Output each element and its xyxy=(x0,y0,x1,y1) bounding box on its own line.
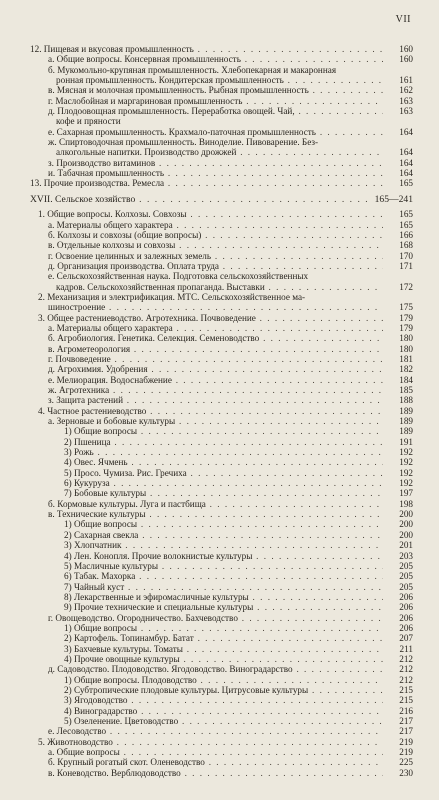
toc-row xyxy=(30,406,413,416)
toc-entry-title: в. Отдельные колхозы и совхозы . . . xyxy=(48,240,383,250)
toc-entry-title: ж. Агротехника . . . xyxy=(48,385,383,395)
toc-entry-title: 13. Прочие производства. Ремесла . . . xyxy=(30,178,383,188)
toc-entry-page: 200 xyxy=(399,519,413,530)
toc-entry-page: 163 xyxy=(399,106,413,117)
toc-entry-page: 206 xyxy=(399,602,413,613)
toc-row xyxy=(30,220,413,230)
toc-row xyxy=(30,85,413,95)
toc-entry-page: 230 xyxy=(399,767,413,778)
toc-entry-title: 6) Кукуруза . . . xyxy=(64,478,383,488)
toc-entry-title: 3) Хлопчатник . . . xyxy=(64,540,383,550)
section-heading-row xyxy=(30,195,413,205)
toc-entry-title: в. Мясная и молочная промышленность. Рыбная промышленность . . . xyxy=(48,85,383,95)
toc-entry-title: 2) Сахарная свекла . . . xyxy=(64,530,383,540)
toc-entry-title: д. Плодоовощная промышленность. Переработка овощей. Чай, . . . xyxy=(48,106,383,116)
toc-entry-title: кофе и пряности xyxy=(56,116,121,127)
toc-row xyxy=(30,654,413,664)
toc-entry-title: б. Мукомольно-крупяная промышленность. Хлебопекарная и макаронная xyxy=(48,64,337,75)
toc-row xyxy=(30,323,413,333)
toc-entry-title: в. Технические культуры . . . xyxy=(48,509,383,519)
toc-entry-page: 182 xyxy=(399,364,413,375)
toc-entry-title: 2) Картофель. Топинамбур. Батат . . . xyxy=(64,633,383,643)
toc-entry-title: 3. Общее растениеводство. Агротехника. Почвоведение . . . xyxy=(38,313,383,323)
toc-entry-page: 215 xyxy=(399,695,413,706)
toc-row xyxy=(30,509,413,519)
toc-entry-page: 164 xyxy=(399,147,413,158)
toc-entry-title: 5) Масличные культуры . . . xyxy=(64,561,383,571)
toc-row xyxy=(30,137,413,147)
toc-row xyxy=(30,230,413,240)
toc-row xyxy=(30,685,413,695)
toc-row xyxy=(30,664,413,674)
toc-row xyxy=(30,519,413,529)
toc-row xyxy=(30,551,413,561)
toc-entry-title: 1) Общие вопросы . . . xyxy=(64,519,383,529)
toc-entry-title: в. Коневодство. Верблюдоводство . . . xyxy=(48,768,383,778)
toc-entry-page: 189 xyxy=(399,426,413,437)
toc-row xyxy=(30,416,413,426)
toc-entry-page: 207 xyxy=(399,633,413,644)
toc-row xyxy=(30,282,413,292)
toc-entry-title: б. Кормовые культуры. Луга и пастбища . . . xyxy=(48,499,383,509)
toc-row xyxy=(30,675,413,685)
toc-row xyxy=(30,633,413,643)
toc-entry-page: 201 xyxy=(399,540,413,551)
toc-entry-page: 203 xyxy=(399,550,413,561)
toc-entry-title: б. Крупный рогатый скот. Оленеводство . . . xyxy=(48,757,383,767)
toc-entry-title: д. Садоводство. Плодоводство. Ягодоводство. Виноградарство . . . xyxy=(48,664,383,674)
toc-row xyxy=(30,354,413,364)
toc-row xyxy=(30,530,413,540)
toc-row xyxy=(30,457,413,467)
toc-entry-page: 164 xyxy=(399,168,413,179)
toc-entry-title: 9) Прочие технические и специальные культуры . . . xyxy=(64,602,383,612)
toc-row xyxy=(30,54,413,64)
toc-entry-title: XVII. Сельское хозяйство . . . xyxy=(30,195,371,205)
toc-entry-title: кадров. Сельскохозяйственная пропаганда. Выставки . . . xyxy=(56,282,383,292)
toc-entry-page: 205 xyxy=(399,581,413,592)
toc-entry-page: 215 xyxy=(399,684,413,695)
toc-entry-title: шиностроение . . . xyxy=(48,302,383,312)
toc-entry-page: 219 xyxy=(399,736,413,747)
toc-row xyxy=(30,302,413,312)
toc-entry-page: 184 xyxy=(399,374,413,385)
toc-row xyxy=(30,592,413,602)
toc-row xyxy=(30,426,413,436)
toc-entry-title: 3) Ягодоводство . . . xyxy=(64,695,383,705)
toc-entry-page: 163 xyxy=(399,95,413,106)
toc-entry-page: 206 xyxy=(399,612,413,623)
toc-entry-title: е. Лесоводство . . . xyxy=(48,726,383,736)
toc-entry-title: 1) Общие вопросы . . . xyxy=(64,426,383,436)
toc-row xyxy=(30,44,413,54)
toc-row xyxy=(30,344,413,354)
toc-entry-title: з. Защита растений . . . xyxy=(48,395,383,405)
toc-row xyxy=(30,147,413,157)
toc-entry-page: 216 xyxy=(399,705,413,716)
toc-entry-page: 189 xyxy=(399,416,413,427)
toc-row xyxy=(30,706,413,716)
toc-row xyxy=(30,623,413,633)
toc-row xyxy=(30,488,413,498)
toc-entry-page: 217 xyxy=(399,726,413,737)
toc-entry-page: 175 xyxy=(399,302,413,313)
toc-entry-page: 192 xyxy=(399,478,413,489)
toc-entry-page: 185 xyxy=(399,385,413,395)
toc-entry-title: 3) Рожь . . . xyxy=(64,447,383,457)
toc-row xyxy=(30,757,413,767)
toc-entry-title: 7) Чайный куст . . . xyxy=(64,582,383,592)
toc-entry-page: 165—241 xyxy=(374,193,413,205)
toc-entry-title: г. Овощеводство. Огородничество. Бахчеводство . . . xyxy=(48,613,383,623)
toc-entry-page: 165 xyxy=(399,219,413,230)
toc-entry-page: 200 xyxy=(399,509,413,520)
toc-entry-page: 179 xyxy=(399,322,413,333)
toc-entry-page: 200 xyxy=(399,529,413,540)
toc-row xyxy=(30,499,413,509)
toc-row xyxy=(30,313,413,323)
toc-entry-page: 217 xyxy=(399,716,413,726)
toc-entry-title: 4) Виноградарство . . . xyxy=(64,706,383,716)
toc-entry-title: 12. Пищевая и вкусовая промышленность . . . xyxy=(30,44,383,54)
toc-entry-page: 161 xyxy=(399,75,413,86)
toc-entry-page: 168 xyxy=(399,240,413,251)
toc-entry-page: 165 xyxy=(399,178,413,189)
toc-entry-title: е. Мелиорация. Водоснабжение . . . xyxy=(48,375,383,385)
toc-row xyxy=(30,96,413,106)
toc-entry-title: в. Агрометеорология . . . xyxy=(48,344,383,354)
toc-entry-title: д. Организация производства. Оплата труда . . . xyxy=(48,261,383,271)
toc-entry-title: 4) Прочие овощные культуры . . . xyxy=(64,654,383,664)
toc-entry-page: 164 xyxy=(399,157,413,168)
toc-row xyxy=(30,561,413,571)
toc-row xyxy=(30,240,413,250)
toc-row xyxy=(30,437,413,447)
toc-entry-page: 191 xyxy=(399,436,413,447)
toc-entry-page: 180 xyxy=(399,343,413,354)
toc-row xyxy=(30,271,413,281)
toc-entry-title: 1. Общие вопросы. Колхозы. Совхозы . . . xyxy=(38,209,383,219)
toc-entry-title: и. Табачная промышленность . . . xyxy=(48,168,383,178)
toc-row xyxy=(30,768,413,778)
toc-entry-page: 205 xyxy=(399,571,413,582)
toc-row xyxy=(30,251,413,261)
toc-entry-page: 197 xyxy=(399,488,413,499)
toc-entry-title: а. Общие вопросы. Консервная промышленность . . . xyxy=(48,54,383,64)
toc-entry-title: з. Производство витаминов . . . xyxy=(48,158,383,168)
toc-entry-title: ронная промышленность. Кондитерская промышленность . . . xyxy=(56,75,383,85)
toc-row xyxy=(30,168,413,178)
toc-row xyxy=(30,571,413,581)
toc-entry-page: 188 xyxy=(399,395,413,406)
toc-entry-page: 172 xyxy=(399,281,413,292)
toc-row xyxy=(30,116,413,126)
toc-row xyxy=(30,65,413,75)
toc-entry-page: 189 xyxy=(399,405,413,416)
toc-entry-title: б. Колхозы и совхозы (общие вопросы) . . . xyxy=(48,230,383,240)
toc-row xyxy=(30,292,413,302)
toc-entry-page: 192 xyxy=(399,447,413,458)
toc-entry-title: а. Материалы общего характера . . . xyxy=(48,323,383,333)
toc-entry-page: 206 xyxy=(399,591,413,602)
toc-row xyxy=(30,364,413,374)
toc-entry-title: 4) Овес. Ячмень . . . xyxy=(64,457,383,467)
toc-entry-page: 192 xyxy=(399,457,413,468)
toc-entry-title: 5) Озеленение. Цветоводство . . . xyxy=(64,716,383,726)
toc-entry-title: ж. Спиртоводочная промышленность. Виноделие. Пивоварение. Без- xyxy=(48,137,319,148)
toc-entry-title: 1) Общие вопросы . . . xyxy=(64,623,383,633)
toc-row xyxy=(30,613,413,623)
table-of-contents xyxy=(30,44,413,778)
toc-entry-page: 166 xyxy=(399,229,413,240)
toc-row xyxy=(30,158,413,168)
toc-entry-title: г. Почвоведение . . . xyxy=(48,354,383,364)
toc-entry-title: 5. Животноводство . . . xyxy=(38,737,383,747)
toc-entry-page: 211 xyxy=(399,643,413,654)
toc-entry-title: 3) Бахчевые культуры. Томаты . . . xyxy=(64,644,383,654)
toc-row xyxy=(30,582,413,592)
toc-entry-page: 212 xyxy=(399,664,413,675)
toc-entry-title: 2) Пшеница . . . xyxy=(64,437,383,447)
toc-entry-page: 212 xyxy=(399,674,413,685)
toc-row xyxy=(30,747,413,757)
toc-row xyxy=(30,540,413,550)
toc-entry-title: д. Агрохимия. Удобрения . . . xyxy=(48,364,383,374)
toc-entry-title: 2) Субтропические плодовые культуры. Цитрусовые культуры . . . xyxy=(64,685,383,695)
toc-entry-title: е. Сельскохозяйственная наука. Подготовка сельскохозяйственных xyxy=(48,271,309,282)
toc-entry-page: 170 xyxy=(399,250,413,261)
toc-row xyxy=(30,478,413,488)
page-number: VII xyxy=(395,14,411,25)
toc-entry-page: 205 xyxy=(399,560,413,571)
toc-entry-title: 4. Частное растениеводство . . . xyxy=(38,406,383,416)
toc-entry-page: 164 xyxy=(399,126,413,137)
toc-entry-title: алкогольные напитки. Производство дрожжей . . . xyxy=(56,147,383,157)
toc-entry-title: а. Общие вопросы . . . xyxy=(48,747,383,757)
toc-entry-page: 198 xyxy=(399,498,413,509)
toc-entry-title: 6) Табак. Махорка . . . xyxy=(64,571,383,581)
toc-entry-title: 1) Общие вопросы. Плодоводство . . . xyxy=(64,675,383,685)
toc-row xyxy=(30,644,413,654)
toc-entry-page: 192 xyxy=(399,467,413,478)
toc-entry-page: 160 xyxy=(399,44,413,54)
toc-entry-page: 219 xyxy=(399,747,413,758)
toc-entry-title: б. Агробиология. Генетика. Селекция. Семеноводство . . . xyxy=(48,333,383,343)
toc-entry-page: 180 xyxy=(399,333,413,344)
toc-entry-title: е. Сахарная промышленность. Крахмало-паточная промышленность . . . xyxy=(48,127,383,137)
toc-row xyxy=(30,726,413,736)
toc-entry-page: 206 xyxy=(399,622,413,633)
toc-entry-page: 181 xyxy=(399,353,413,364)
toc-entry-title: г. Освоение целинных и залежных земель . . . xyxy=(48,251,383,261)
toc-entry-page: 165 xyxy=(399,209,413,220)
toc-row xyxy=(30,602,413,612)
toc-row xyxy=(30,106,413,116)
toc-row xyxy=(30,75,413,85)
toc-row xyxy=(30,375,413,385)
toc-row xyxy=(30,178,413,188)
toc-entry-page: 162 xyxy=(399,85,413,96)
toc-entry-title: а. Материалы общего характера . . . xyxy=(48,220,383,230)
toc-entry-page: 171 xyxy=(399,260,413,271)
toc-row xyxy=(30,737,413,747)
toc-entry-title: 7) Бобовые культуры . . . xyxy=(64,488,383,498)
toc-row xyxy=(30,395,413,405)
toc-entry-page: 212 xyxy=(399,653,413,664)
toc-row xyxy=(30,385,413,395)
toc-row xyxy=(30,333,413,343)
toc-row xyxy=(30,209,413,219)
toc-entry-title: 2. Механизация и электрификация. МТС. Сельскохозяйственное ма- xyxy=(38,291,306,302)
toc-row xyxy=(30,261,413,271)
toc-entry-page: 179 xyxy=(399,312,413,323)
toc-entry-title: 5) Просо. Чумиза. Рис. Гречиха . . . xyxy=(64,468,383,478)
toc-entry-page: 225 xyxy=(399,757,413,768)
toc-row xyxy=(30,716,413,726)
toc-entry-title: 8) Лекарственные и эфиромасличные культуры . . . xyxy=(64,592,383,602)
toc-row xyxy=(30,468,413,478)
toc-row xyxy=(30,695,413,705)
toc-row xyxy=(30,447,413,457)
toc-entry-page: 160 xyxy=(399,54,413,65)
toc-entry-title: а. Зерновые и бобовые культуры . . . xyxy=(48,416,383,426)
toc-entry-title: г. Маслобойная и маргариновая промышленность . . . xyxy=(48,96,383,106)
toc-row xyxy=(30,127,413,137)
toc-entry-title: 4) Лен. Конопля. Прочие волокнистые культуры . . . xyxy=(64,551,383,561)
